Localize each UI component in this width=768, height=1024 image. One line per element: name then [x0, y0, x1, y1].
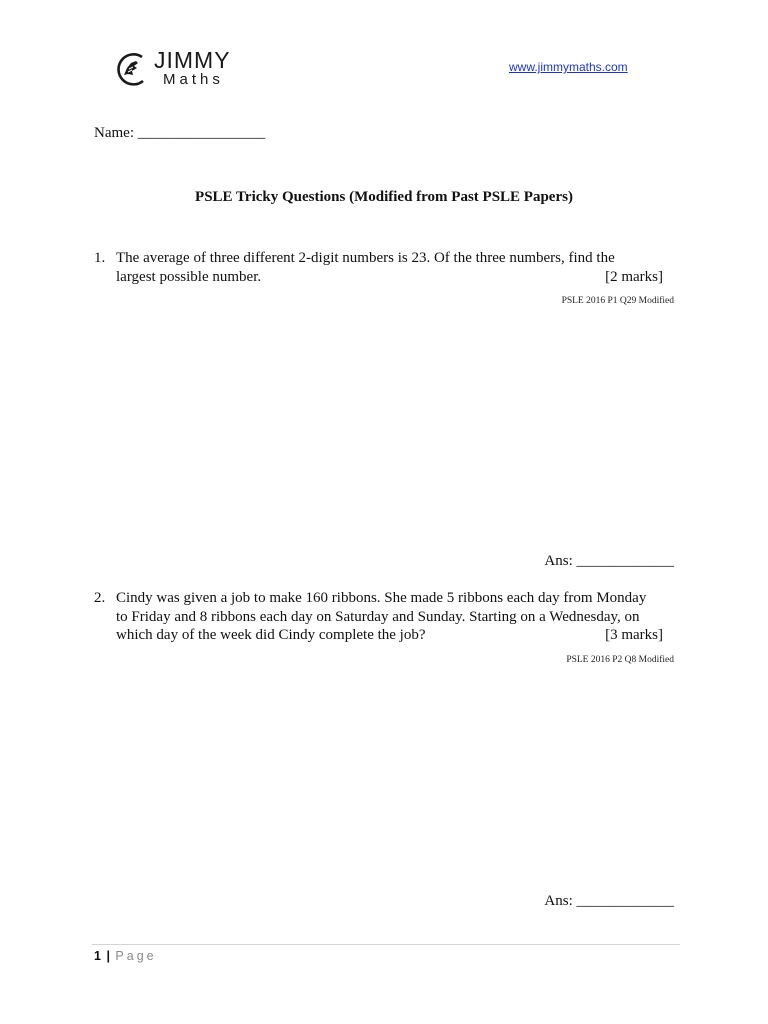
question-text-line: Cindy was given a job to make 160 ribbons. She made 5 ribbons each day from Monday [116, 590, 647, 606]
question-source: PSLE 2016 P1 Q29 Modified [561, 296, 674, 306]
name-field: Name: _________________ [94, 125, 266, 141]
question-marks: [3 marks] [605, 627, 663, 643]
question-text-line: to Friday and 8 ribbons each day on Saturday and Sunday. Starting on a Wednesday, on [116, 609, 640, 625]
footer-separator: | [106, 949, 110, 963]
question-text-line: which day of the week did Cindy complete the job? [116, 627, 426, 643]
logo-title: JIMMY [154, 47, 231, 73]
question-number: 1. [94, 250, 106, 266]
question-text-line: The average of three different 2-digit numbers is 23. Of the three numbers, find the [116, 250, 615, 266]
worksheet-title: PSLE Tricky Questions (Modified from Past PSLE Papers) [195, 189, 573, 205]
question-text-line: largest possible number. [116, 269, 262, 285]
question-source: PSLE 2016 P2 Q8 Modified [566, 655, 674, 665]
page-label: Page [115, 949, 157, 963]
page-footer [94, 948, 157, 964]
footer-divider [92, 944, 680, 945]
page-number: 1 [94, 949, 101, 963]
question-marks: [2 marks] [605, 269, 663, 285]
jimmy-maths-logo [112, 47, 262, 95]
answer-line: Ans: _____________ [544, 893, 674, 909]
answer-line: Ans: _____________ [544, 553, 674, 569]
logo-subtitle: Maths [163, 71, 224, 88]
website-link[interactable]: www.jimmymaths.com [509, 60, 628, 74]
question-number: 2. [94, 590, 106, 606]
logo-emblem-icon [112, 50, 150, 88]
